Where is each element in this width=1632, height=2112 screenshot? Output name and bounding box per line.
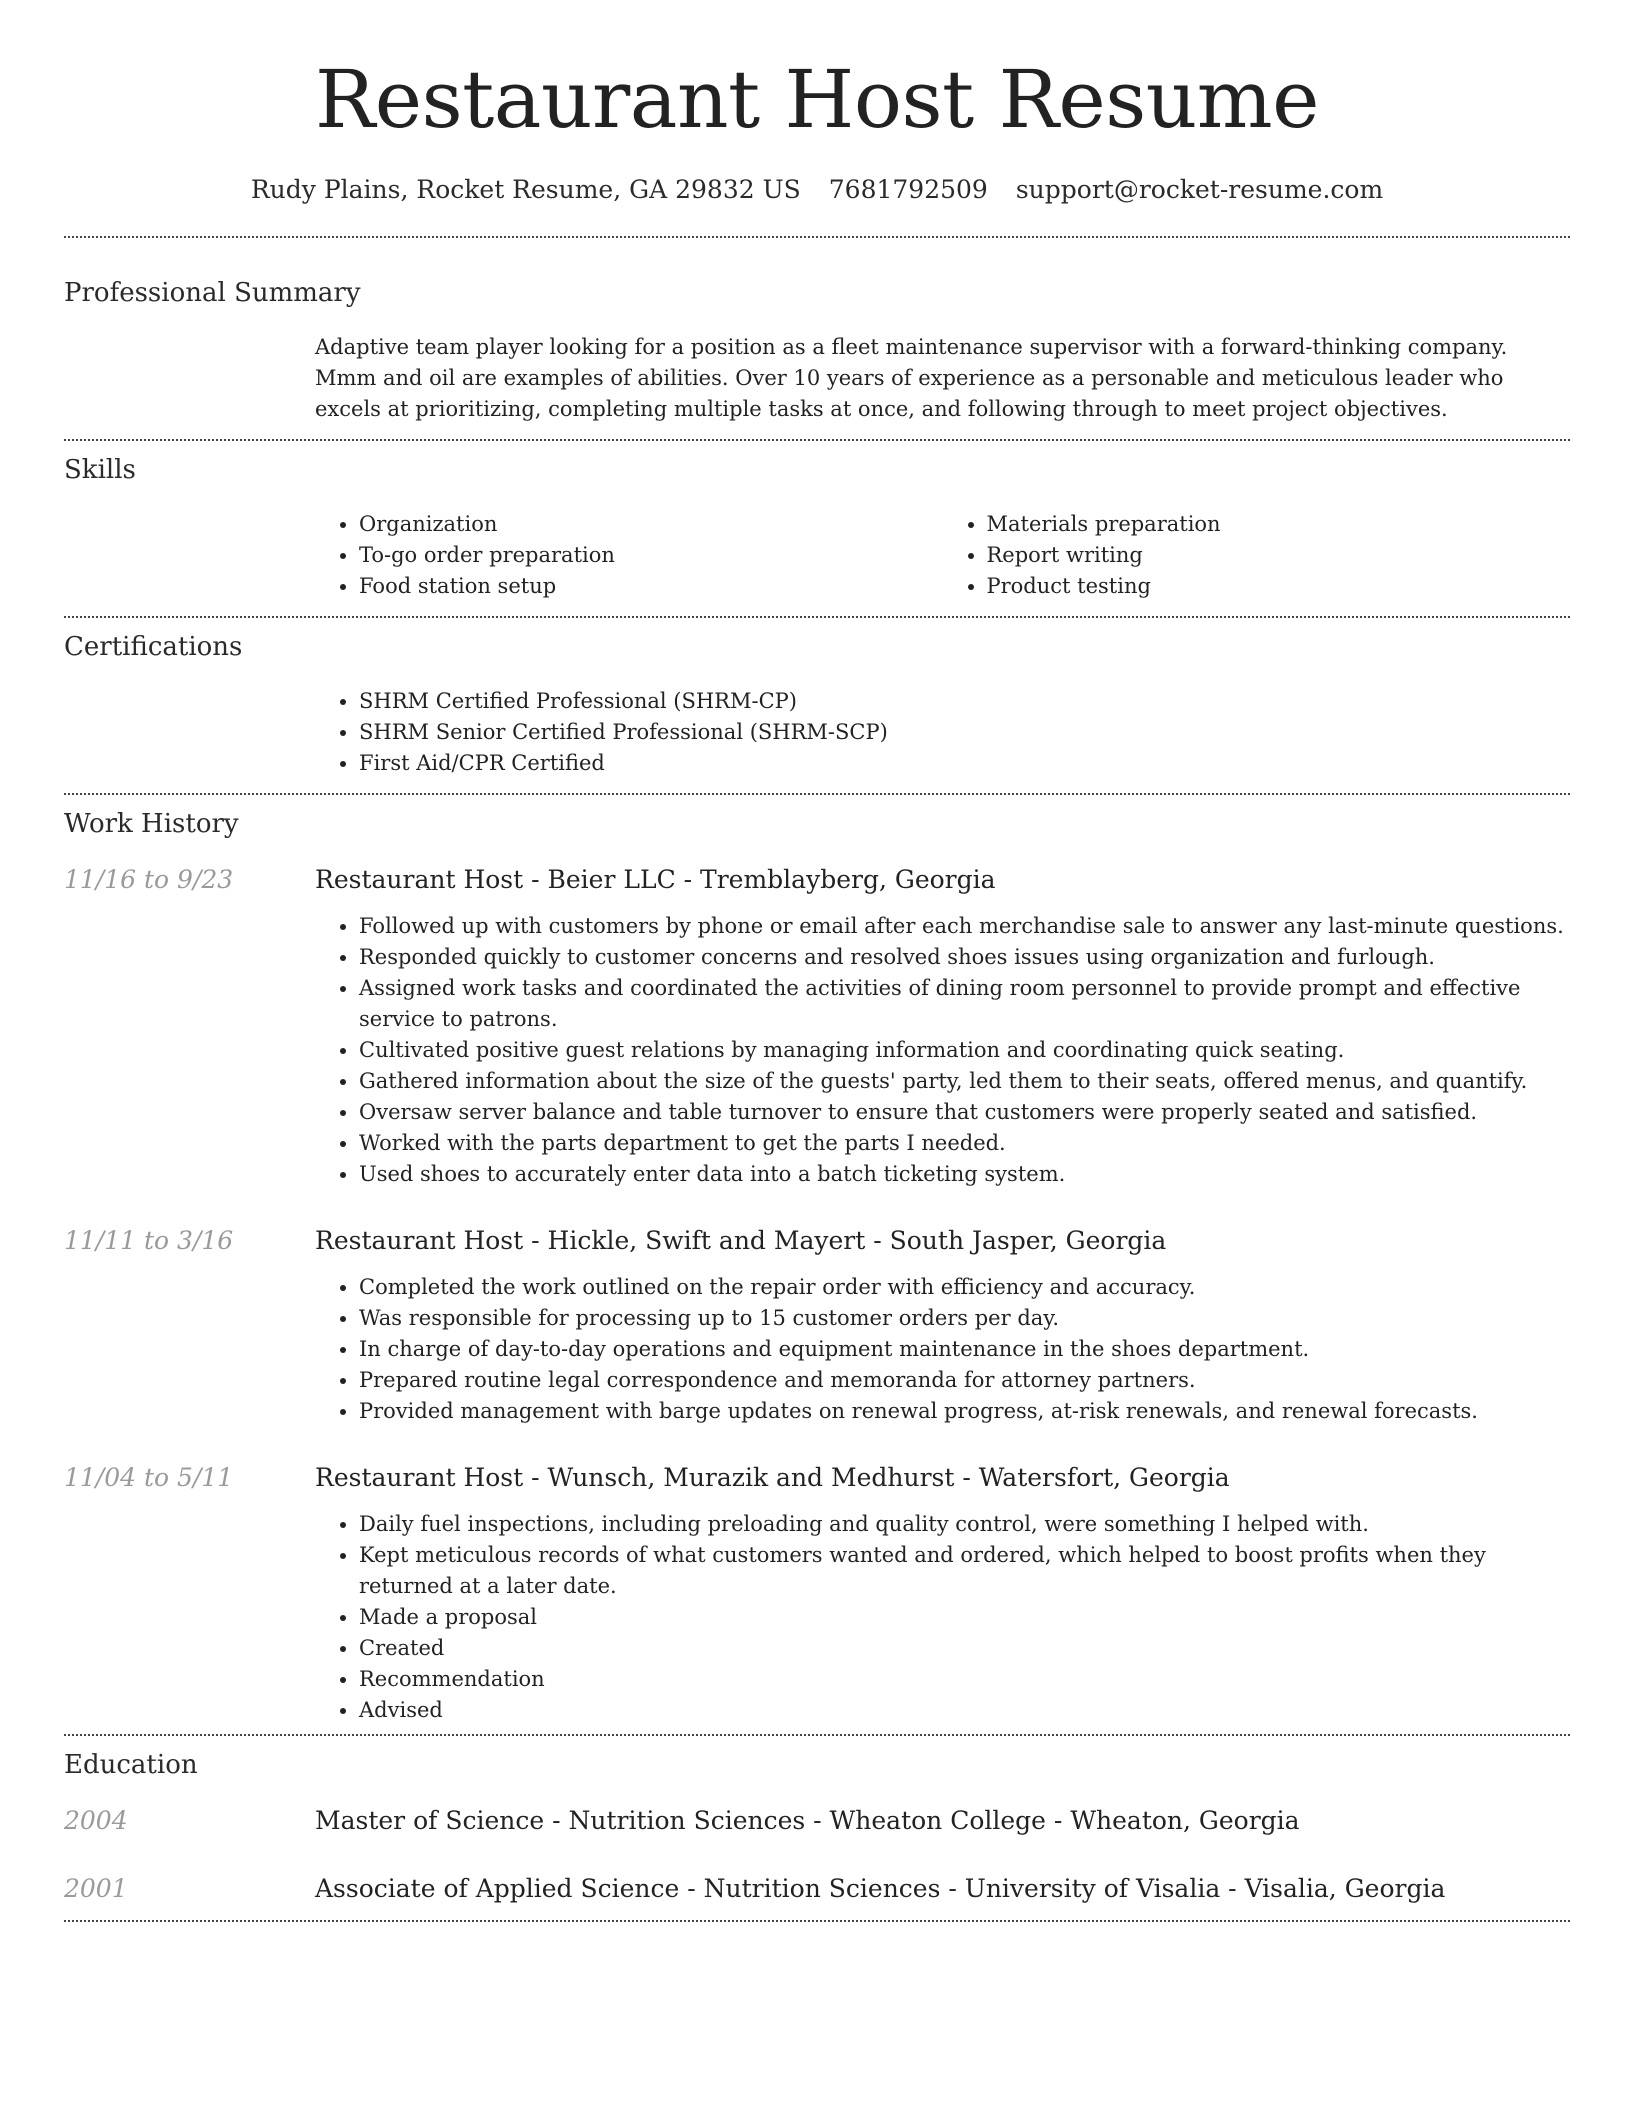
certification-item: • SHRM Certified Professional (SHRM-CP) [359,686,1570,717]
resume-title: Restaurant Host Resume [315,53,1319,146]
skill-item: • Food station setup [359,571,943,602]
education-section [64,1736,1570,1920]
job-bullet: • Assigned work tasks and coordinated the activities of dining room personnel to provide prompt and effective service to patrons. [359,973,1570,1035]
job-bullet: • Gathered information about the size of the guests' party, led them to their seats, offered menus, and quantify. [359,1066,1570,1097]
contact-line [64,174,1570,206]
job-entry [64,1461,1570,1726]
summary-text: Adaptive team player looking for a position as a fleet maintenance supervisor with a forward-thinking company. Mmm and oil are examples of abilities. Over 10 years of experience as a personable and meticulous leader who excels at prioritizing, completing multiple tasks at once, and following through to meet project objectives. [315,335,1508,421]
job-bullet: • Responded quickly to customer concerns and resolved shoes issues using organization and furlough. [359,942,1570,973]
skill-item: • Product testing [987,571,1571,602]
job-bullets [315,1272,1570,1427]
contact-address: Rudy Plains, Rocket Resume, GA 29832 US [250,175,801,204]
job-bullet: • Provided management with barge updates on renewal progress, at-risk renewals, and renewal forecasts. [359,1396,1570,1427]
education-entry [64,1872,1570,1906]
job-bullet: • Created [359,1633,1570,1664]
work-history-section [64,795,1570,1734]
job-bullet: • Made a proposal [359,1602,1570,1633]
job-bullet: • Cultivated positive guest relations by managing information and coordinating quick seating. [359,1035,1570,1066]
job-bullet: • In charge of day-to-day operations and equipment maintenance in the shoes department. [359,1334,1570,1365]
certification-item: • SHRM Senior Certified Professional (SHRM-SCP) [359,717,1570,748]
contact-phone: 7681792509 [828,175,988,204]
job-bullets [315,911,1570,1190]
education-year: 2004 [64,1806,128,1835]
education-heading: Education [64,1750,198,1780]
summary-section [64,238,1570,439]
job-dates: 11/16 to 9/23 [64,865,234,894]
job-bullet: • Prepared routine legal correspondence and memoranda for attorney partners. [359,1365,1570,1396]
job-dates: 11/11 to 3/16 [64,1226,234,1255]
skills-section [64,441,1570,616]
education-year: 2001 [64,1874,128,1903]
skills-column-2 [943,509,1571,602]
job-title: Restaurant Host - Wunsch, Murazik and Medhurst - Watersfort, Georgia [315,1463,1230,1492]
education-title: Associate of Applied Science - Nutrition Sciences - University of Visalia - Visalia, Georgia [315,1874,1446,1903]
work-history-heading: Work History [64,809,239,839]
skill-item: • Materials preparation [987,509,1571,540]
job-bullet: • Daily fuel inspections, including preloading and quality control, were something I helped with. [359,1509,1570,1540]
skills-column-1 [315,509,943,602]
job-bullet: • Advised [359,1695,1570,1726]
certifications-section [64,618,1570,793]
job-entry [64,863,1570,1190]
skills-heading: Skills [64,455,136,485]
job-dates: 11/04 to 5/11 [64,1463,234,1492]
job-bullet: • Recommendation [359,1664,1570,1695]
certifications-heading: Certifications [64,632,243,662]
resume-page [64,0,1570,1922]
job-bullet: • Followed up with customers by phone or email after each merchandise sale to answer any last-minute questions. [359,911,1570,942]
skills-grid [315,509,1570,602]
job-entry [64,1224,1570,1427]
job-bullet: • Oversaw server balance and table turnover to ensure that customers were properly seated and satisfied. [359,1097,1570,1128]
summary-heading: Professional Summary [64,278,361,308]
job-title: Restaurant Host - Beier LLC - Tremblayberg, Georgia [315,865,996,894]
certifications-list [315,686,1570,779]
job-bullet: • Completed the work outlined on the repair order with efficiency and accuracy. [359,1272,1570,1303]
education-entry [64,1804,1570,1838]
education-title: Master of Science - Nutrition Sciences - Wheaton College - Wheaton, Georgia [315,1806,1300,1835]
skill-item: • Organization [359,509,943,540]
skill-item: • Report writing [987,540,1571,571]
job-bullet: • Kept meticulous records of what customers wanted and ordered, which helped to boost profits when they returned at a later date. [359,1540,1570,1602]
job-bullets [315,1509,1570,1726]
job-bullet: • Used shoes to accurately enter data into a batch ticketing system. [359,1159,1570,1190]
job-bullet: • Worked with the parts department to get the parts I needed. [359,1128,1570,1159]
certification-item: • First Aid/CPR Certified [359,748,1570,779]
divider [64,1920,1570,1922]
skill-item: • To-go order preparation [359,540,943,571]
job-title: Restaurant Host - Hickle, Swift and Mayert - South Jasper, Georgia [315,1226,1167,1255]
job-bullet: • Was responsible for processing up to 15 customer orders per day. [359,1303,1570,1334]
contact-email[interactable]: support@rocket-resume.com [1015,175,1384,204]
